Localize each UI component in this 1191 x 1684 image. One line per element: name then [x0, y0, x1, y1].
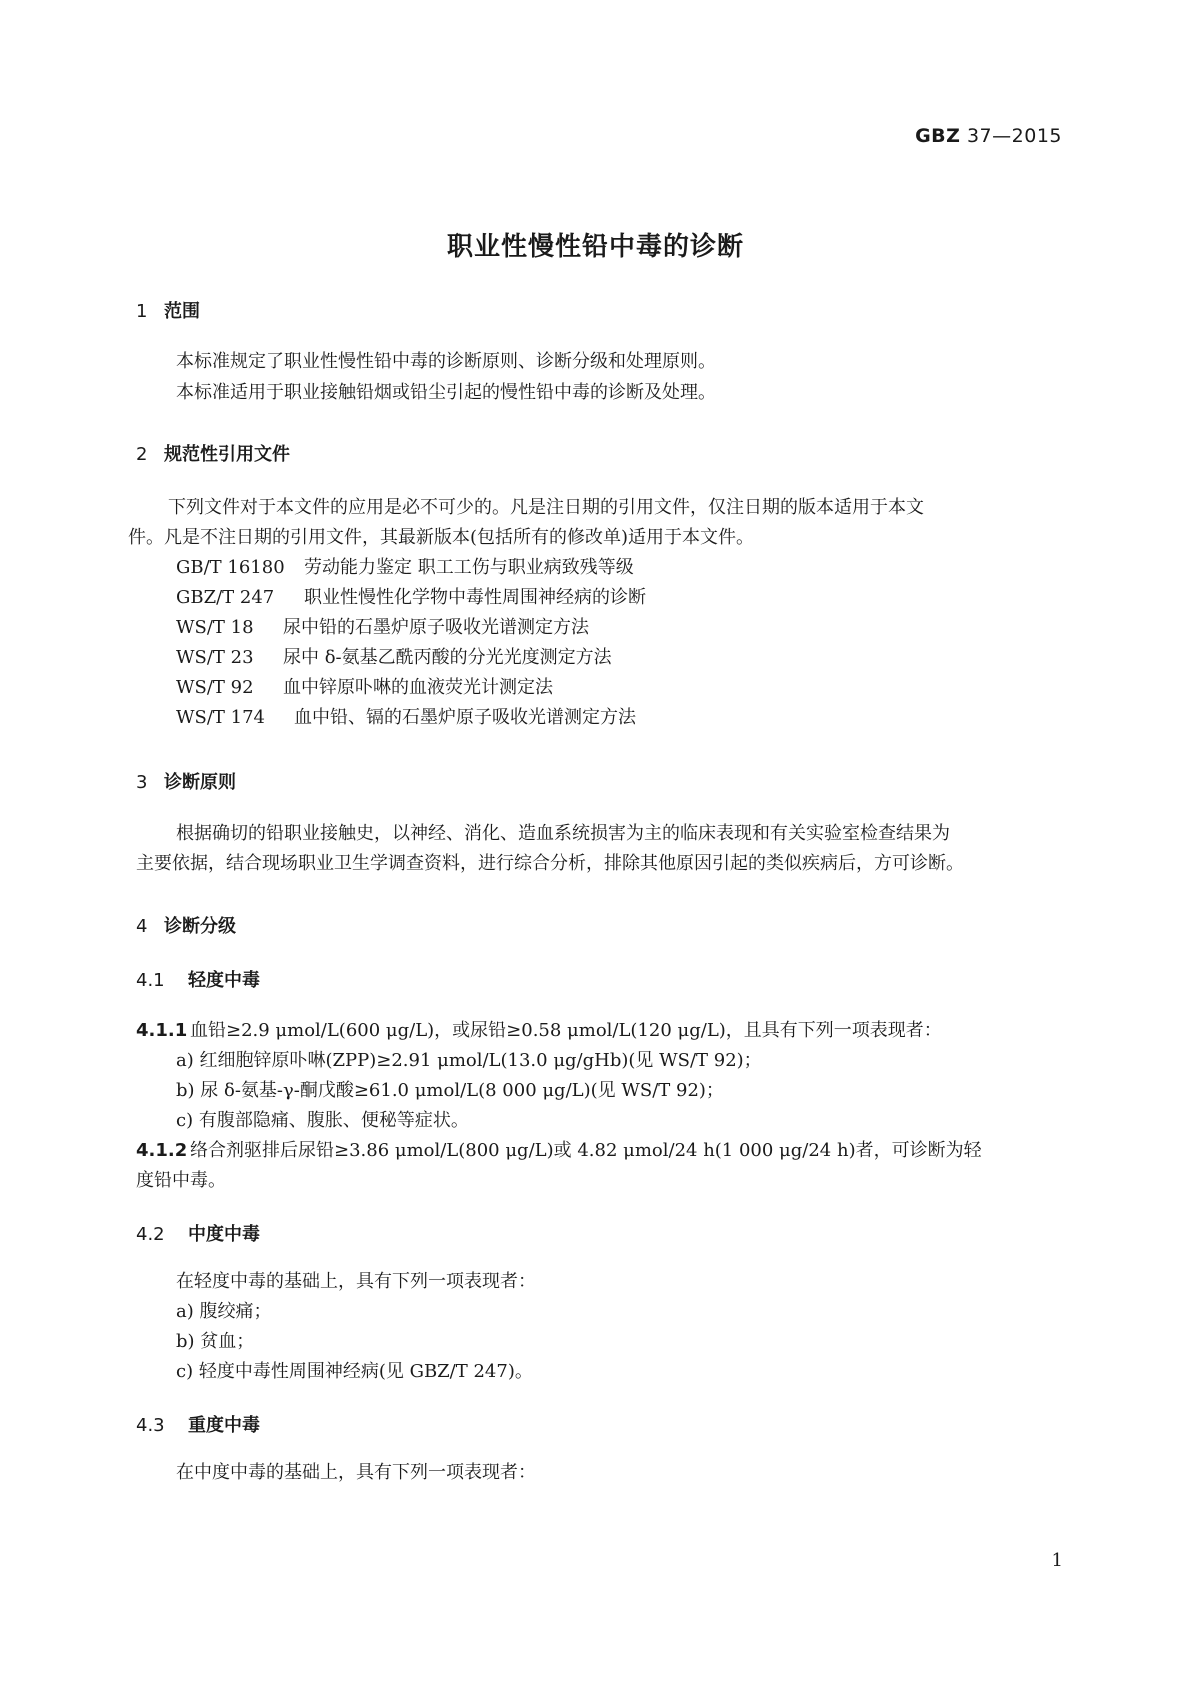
paragraph: 件。凡是不注日期的引用文件，其最新版本(包括所有的修改单)适用于本文件。 [128, 527, 755, 548]
reference-code: WS/T 18 [176, 617, 254, 638]
reference-code: GB/T 16180 [176, 557, 285, 578]
reference-title: 职业性慢性化学物中毒性周围神经病的诊断 [304, 587, 646, 608]
section-title: 范围 [164, 301, 200, 322]
reference-code: WS/T 174 [176, 707, 265, 728]
clause-number: 4.1.2 [136, 1140, 188, 1161]
section-number: 4 [136, 916, 148, 937]
reference-item [136, 582, 1100, 613]
section-number: 1 [136, 301, 148, 322]
page-number: 1 [1051, 1550, 1063, 1571]
standard-code-number: 37—2015 [960, 125, 1062, 147]
section-title: 诊断分级 [164, 916, 236, 937]
reference-title: 血中锌原卟啉的血液荧光计测定法 [283, 677, 553, 698]
list-item: c) 有腹部隐痛、腹胀、便秘等症状。 [176, 1110, 469, 1131]
list-item: b) 贫血； [176, 1331, 255, 1352]
paragraph: 在中度中毒的基础上，具有下列一项表现者： [176, 1462, 536, 1483]
subsection-title: 重度中毒 [188, 1415, 260, 1436]
list-item: a) 腹绞痛； [176, 1301, 272, 1322]
section-number: 2 [136, 444, 148, 465]
reference-title: 尿中 δ-氨基乙酰丙酸的分光光度测定方法 [283, 647, 612, 668]
section-title: 诊断原则 [164, 772, 236, 793]
paragraph: 本标准规定了职业性慢性铅中毒的诊断原则、诊断分级和处理原则。 [176, 351, 716, 372]
list-item: c) 轻度中毒性周围神经病(见 GBZ/T 247)。 [176, 1361, 533, 1382]
reference-title: 尿中铅的石墨炉原子吸收光谱测定方法 [283, 617, 589, 638]
reference-title: 血中铅、镉的石墨炉原子吸收光谱测定方法 [294, 707, 636, 728]
clause-text-continued: 度铅中毒。 [136, 1170, 226, 1191]
section-1-heading [136, 297, 200, 323]
paragraph: 根据确切的铅职业接触史，以神经、消化、造血系统损害为主的临床表现和有关实验室检查结果为 [176, 823, 950, 844]
reference-code: WS/T 92 [176, 677, 254, 698]
section-title: 规范性引用文件 [164, 444, 290, 465]
section-number: 3 [136, 772, 148, 793]
subsection-4-1-heading [136, 966, 260, 992]
subsection-number: 4.3 [136, 1415, 165, 1436]
clause-4-1-1 [136, 1015, 1060, 1046]
paragraph: 主要依据，结合现场职业卫生学调查资料，进行综合分析，排除其他原因引起的类似疾病后，方可诊断。 [136, 853, 964, 874]
subsection-number: 4.2 [136, 1224, 165, 1245]
paragraph: 下列文件对于本文件的应用是必不可少的。凡是注日期的引用文件，仅注日期的版本适用于本文 [168, 497, 924, 518]
reference-code: WS/T 23 [176, 647, 254, 668]
clause-number: 4.1.1 [136, 1020, 188, 1041]
reference-item [136, 612, 1100, 643]
section-2-heading [136, 440, 290, 466]
subsection-title: 轻度中毒 [188, 970, 260, 991]
clause-4-1-2 [136, 1135, 1060, 1166]
section-4-heading [136, 912, 236, 938]
clause-text: 血铅≥2.9 μmol/L(600 μg/L)，或尿铅≥0.58 μmol/L(120 μg/L)，且具有下列一项表现者： [190, 1020, 942, 1041]
standard-code-prefix: GBZ [915, 125, 961, 147]
reference-item [136, 702, 1100, 733]
paragraph: 本标准适用于职业接触铅烟或铅尘引起的慢性铅中毒的诊断及处理。 [176, 382, 716, 403]
document-title: 职业性慢性铅中毒的诊断 [446, 232, 744, 262]
list-item: a) 红细胞锌原卟啉(ZPP)≥2.91 μmol/L(13.0 μg/gHb)(见 WS/T 92)； [176, 1050, 762, 1071]
list-item: b) 尿 δ-氨基-γ-酮戊酸≥61.0 μmol/L(8 000 μg/L)(见 WS/T 92)； [176, 1080, 724, 1101]
reference-item [136, 672, 1100, 703]
reference-title: 劳动能力鉴定 职工工伤与职业病致残等级 [304, 557, 634, 578]
subsection-number: 4.1 [136, 970, 165, 991]
section-3-heading [136, 768, 236, 794]
paragraph: 在轻度中毒的基础上，具有下列一项表现者： [176, 1271, 536, 1292]
standard-code [915, 125, 1062, 147]
reference-item [136, 552, 1100, 583]
clause-text: 络合剂驱排后尿铅≥3.86 μmol/L(800 μg/L)或 4.82 μmol/24 h(1 000 μg/24 h)者，可诊断为轻 [190, 1140, 982, 1161]
subsection-title: 中度中毒 [188, 1224, 260, 1245]
subsection-4-3-heading [136, 1411, 260, 1437]
reference-item [136, 642, 1100, 673]
reference-code: GBZ/T 247 [176, 587, 275, 608]
subsection-4-2-heading [136, 1220, 260, 1246]
